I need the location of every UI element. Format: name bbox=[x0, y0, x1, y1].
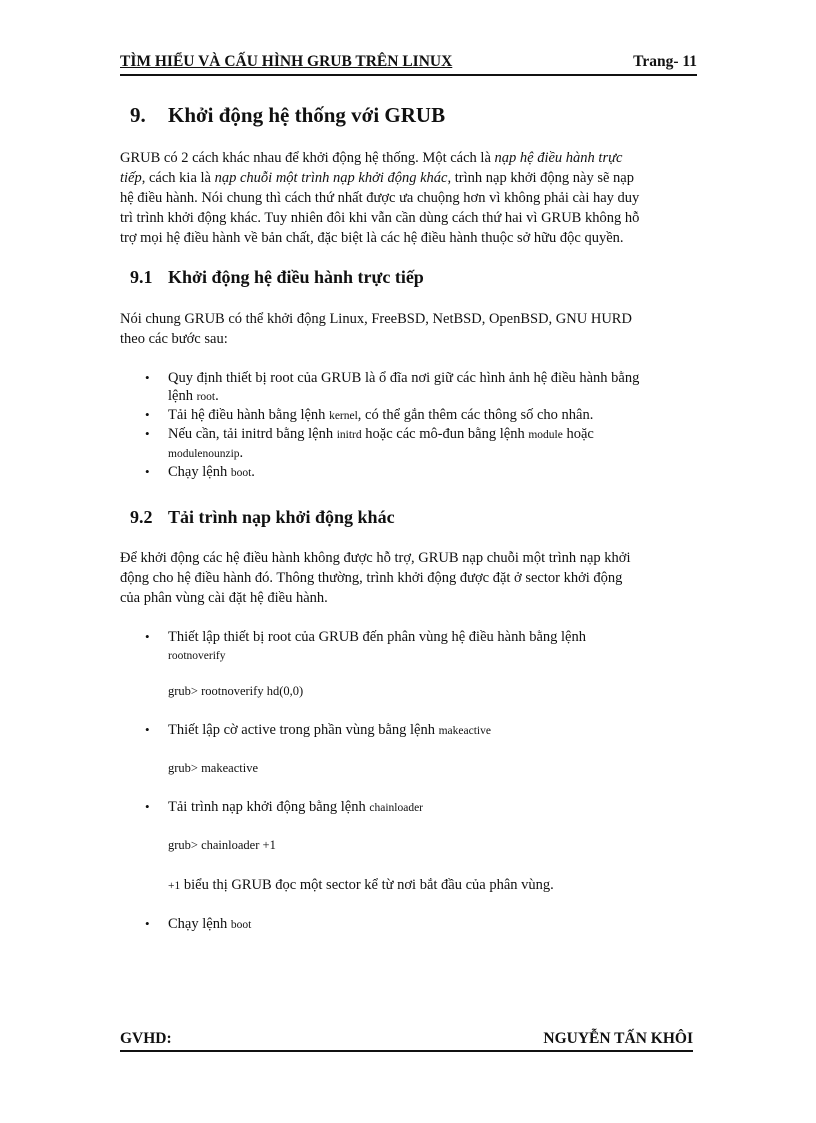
section-9-intro bbox=[120, 148, 698, 248]
intro-line: của phân vùng cài đặt hệ điều hành. bbox=[120, 590, 328, 606]
item-text: Chạy lệnh bbox=[168, 464, 231, 480]
section-9-2-title: Tải trình nạp khởi động khác bbox=[168, 507, 395, 527]
chainloader-note bbox=[168, 875, 698, 896]
code-example: grub> makeactive bbox=[168, 761, 258, 775]
note-text: biểu thị GRUB đọc một sector kể từ nơi bắt đầu của phân vùng. bbox=[180, 877, 554, 893]
intro-line: theo các bước sau: bbox=[120, 331, 228, 347]
intro-text: , trình nạp khởi động này sẽ nạp bbox=[447, 170, 634, 186]
section-9-2-intro bbox=[120, 548, 698, 608]
command-name: boot bbox=[230, 919, 252, 931]
command-name: modulenounzip bbox=[168, 448, 240, 460]
item-text: . bbox=[215, 388, 219, 404]
intro-line: Để khởi động các hệ điều hành không được hỗ trợ, GRUB nạp chuỗi một trình nạp khởi bbox=[120, 550, 631, 566]
list-item bbox=[143, 915, 703, 934]
footer-supervisor-label: GVHD: bbox=[120, 1030, 172, 1047]
section-9-1-number: 9.1 bbox=[130, 267, 153, 287]
list-item bbox=[143, 406, 703, 425]
code-example: grub> chainloader +1 bbox=[168, 838, 276, 852]
command-name: kernel bbox=[329, 410, 358, 422]
command-name: makeactive bbox=[438, 725, 491, 737]
intro-em: nạp hệ điều hành trực bbox=[494, 150, 623, 166]
item-text: . bbox=[239, 445, 244, 461]
item-text: Quy định thiết bị root của GRUB là ổ đĩa nơi giữ các hình ảnh hệ điều hành bằng bbox=[168, 370, 640, 386]
item-text: Thiết lập cờ active trong phần vùng bằng lệnh bbox=[168, 722, 439, 738]
footer-author: NGUYỄN TẤN KHÔI bbox=[543, 1030, 693, 1047]
intro-em: nạp chuỗi một trình nạp khởi động khác bbox=[214, 170, 448, 186]
list-item bbox=[143, 425, 703, 463]
item-text: lệnh bbox=[168, 388, 197, 404]
intro-text: GRUB có 2 cách khác nhau để khởi động hệ thống. Một cách là bbox=[120, 150, 495, 166]
page-number: Trang- 11 bbox=[633, 53, 697, 70]
list-item bbox=[143, 369, 703, 406]
item-text: Thiết lập thiết bị root của GRUB đến phân vùng hệ điều hành bằng lệnh bbox=[168, 629, 586, 645]
list-item bbox=[143, 721, 703, 740]
command-name: module bbox=[528, 429, 563, 441]
command-name: initrd bbox=[336, 429, 362, 441]
section-9-1-intro bbox=[120, 309, 698, 349]
list-item bbox=[143, 798, 703, 817]
item-text: Nếu cần, tải initrd bằng lệnh bbox=[168, 426, 337, 442]
header-title: TÌM HIỂU VÀ CẤU HÌNH GRUB TRÊN LINUX bbox=[120, 53, 453, 70]
item-text: hoặc bbox=[562, 426, 594, 442]
section-9-number: 9. bbox=[130, 103, 146, 127]
section-9-2-number: 9.2 bbox=[130, 507, 153, 527]
item-text: Tải trình nạp khởi động bằng lệnh bbox=[168, 799, 370, 815]
intro-text: trì trình khởi động khác. Tuy nhiên đôi khi vẫn cần dùng cách thứ hai vì GRUB không hỗ bbox=[120, 210, 640, 226]
page-header bbox=[120, 52, 697, 76]
command-name: +1 bbox=[168, 880, 181, 892]
item-text: hoặc các mô-đun bằng lệnh bbox=[361, 426, 529, 442]
item-text: . bbox=[251, 464, 255, 480]
intro-em: tiếp bbox=[120, 170, 142, 186]
list-item bbox=[143, 463, 703, 482]
command-name: boot bbox=[230, 467, 252, 479]
command-name: root bbox=[196, 391, 216, 403]
page-footer bbox=[120, 1030, 693, 1052]
intro-line: động cho hệ điều hành đó. Thông thường, trình khởi động được đặt ở sector khởi động bbox=[120, 570, 623, 586]
section-9-title: Khởi động hệ thống với GRUB bbox=[168, 103, 446, 127]
intro-text: , cách kia là bbox=[141, 170, 215, 186]
intro-text: trợ mọi hệ điều hành về bản chất, đặc biệt là các hệ điều hành thuộc sở hữu độc quyền. bbox=[120, 230, 624, 246]
section-9-2-heading bbox=[130, 507, 395, 528]
item-text: , có thể gắn thêm các thông số cho nhân. bbox=[357, 407, 594, 423]
item-text: Chạy lệnh bbox=[168, 916, 231, 932]
intro-line: Nói chung GRUB có thể khởi động Linux, FreeBSD, NetBSD, OpenBSD, GNU HURD bbox=[120, 311, 632, 327]
section-9-1-heading bbox=[130, 267, 424, 288]
command-name: rootnoverify bbox=[168, 650, 226, 662]
section-9-heading bbox=[130, 103, 445, 128]
section-9-1-title: Khởi động hệ điều hành trực tiếp bbox=[168, 267, 424, 287]
item-text: Tải hệ điều hành bằng lệnh bbox=[168, 407, 330, 423]
list-item bbox=[143, 628, 703, 665]
command-name: chainloader bbox=[369, 802, 424, 814]
intro-text: hệ điều hành. Nói chung thì cách thứ nhất được ưa chuộng hơn vì không phải cài hay duy bbox=[120, 190, 640, 206]
section-9-1-steps bbox=[143, 369, 703, 482]
code-example: grub> rootnoverify hd(0,0) bbox=[168, 684, 304, 698]
